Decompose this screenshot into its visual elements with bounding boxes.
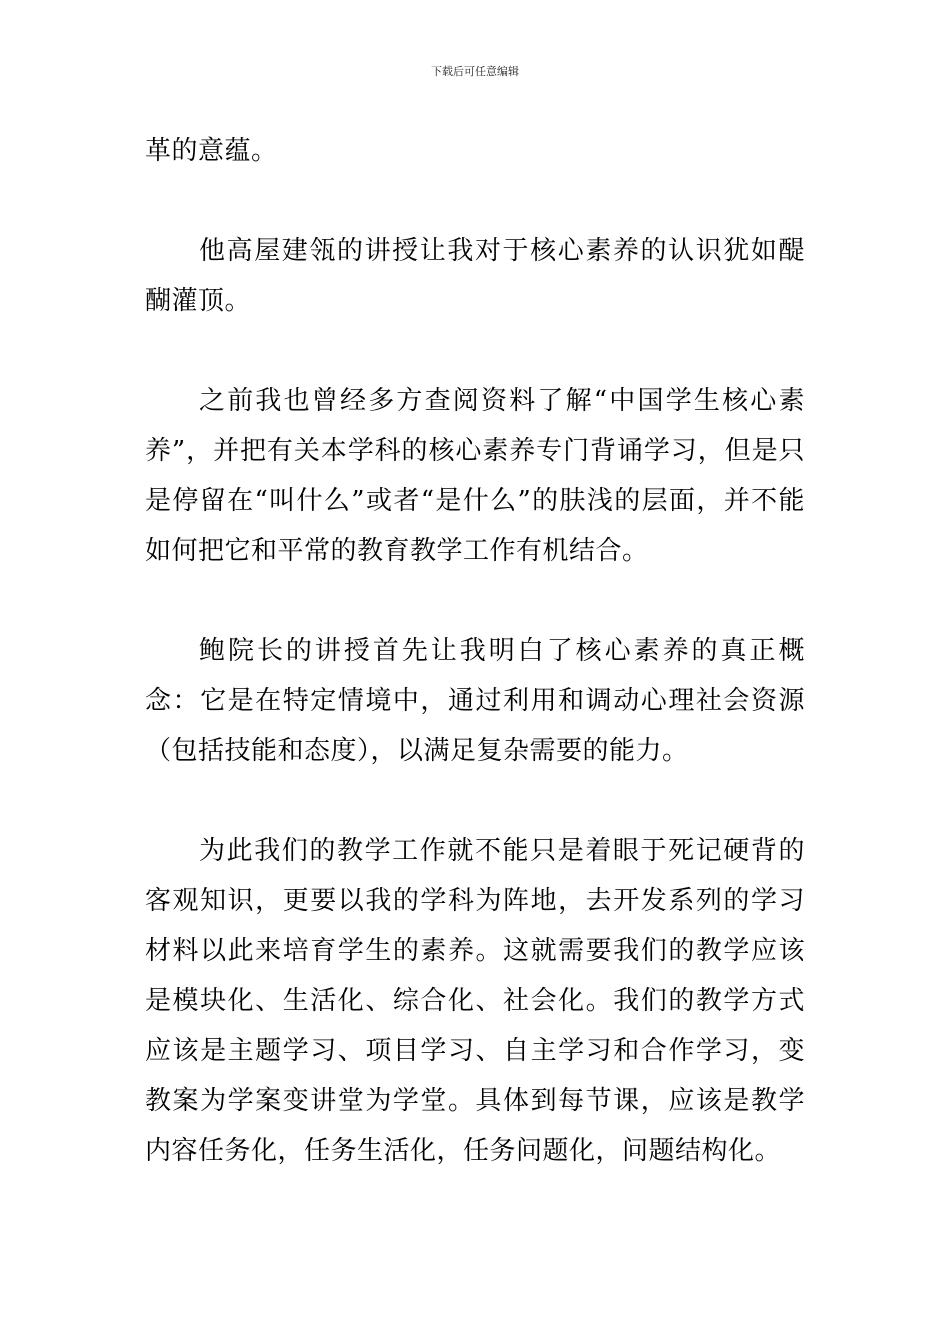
paragraph-5: 为此我们的教学工作就不能只是着眼于死记硬背的客观知识，更要以我的学科为阵地，去开发系列的学习材料以此来培育学生的素养。这就需要我们的教学应该是模块化、生活化、综合化、社会化。我们的教学方式应该是主题学习、项目学习、自主学习和合作学习，变教案为学案变讲堂为学堂。具体到每节课，应该是教学内容任务化，任务生活化，任务问题化，问题结构化。	[145, 836, 805, 1166]
paragraph-1: 革的意蕴。	[145, 136, 278, 166]
paragraph-4: 鲍院长的讲授首先让我明白了核心素养的真正概念：它是在特定情境中，通过利用和调动心理社会资源（包括技能和态度），以满足复杂需要的能力。	[145, 636, 805, 766]
paragraph-2: 他高屋建瓴的讲授让我对于核心素养的认识犹如醍醐灌顶。	[145, 236, 805, 316]
paragraph-3: 之前我也曾经多方查阅资料了解“中国学生核心素养”，并把有关本学科的核心素养专门背诵学习，但是只是停留在“叫什么”或者“是什么”的肤浅的层面，并不能如何把它和平常的教育教学工作有机结合。	[145, 386, 805, 566]
document-body	[145, 126, 805, 1226]
page-header: 下载后可任意编辑	[431, 65, 519, 78]
